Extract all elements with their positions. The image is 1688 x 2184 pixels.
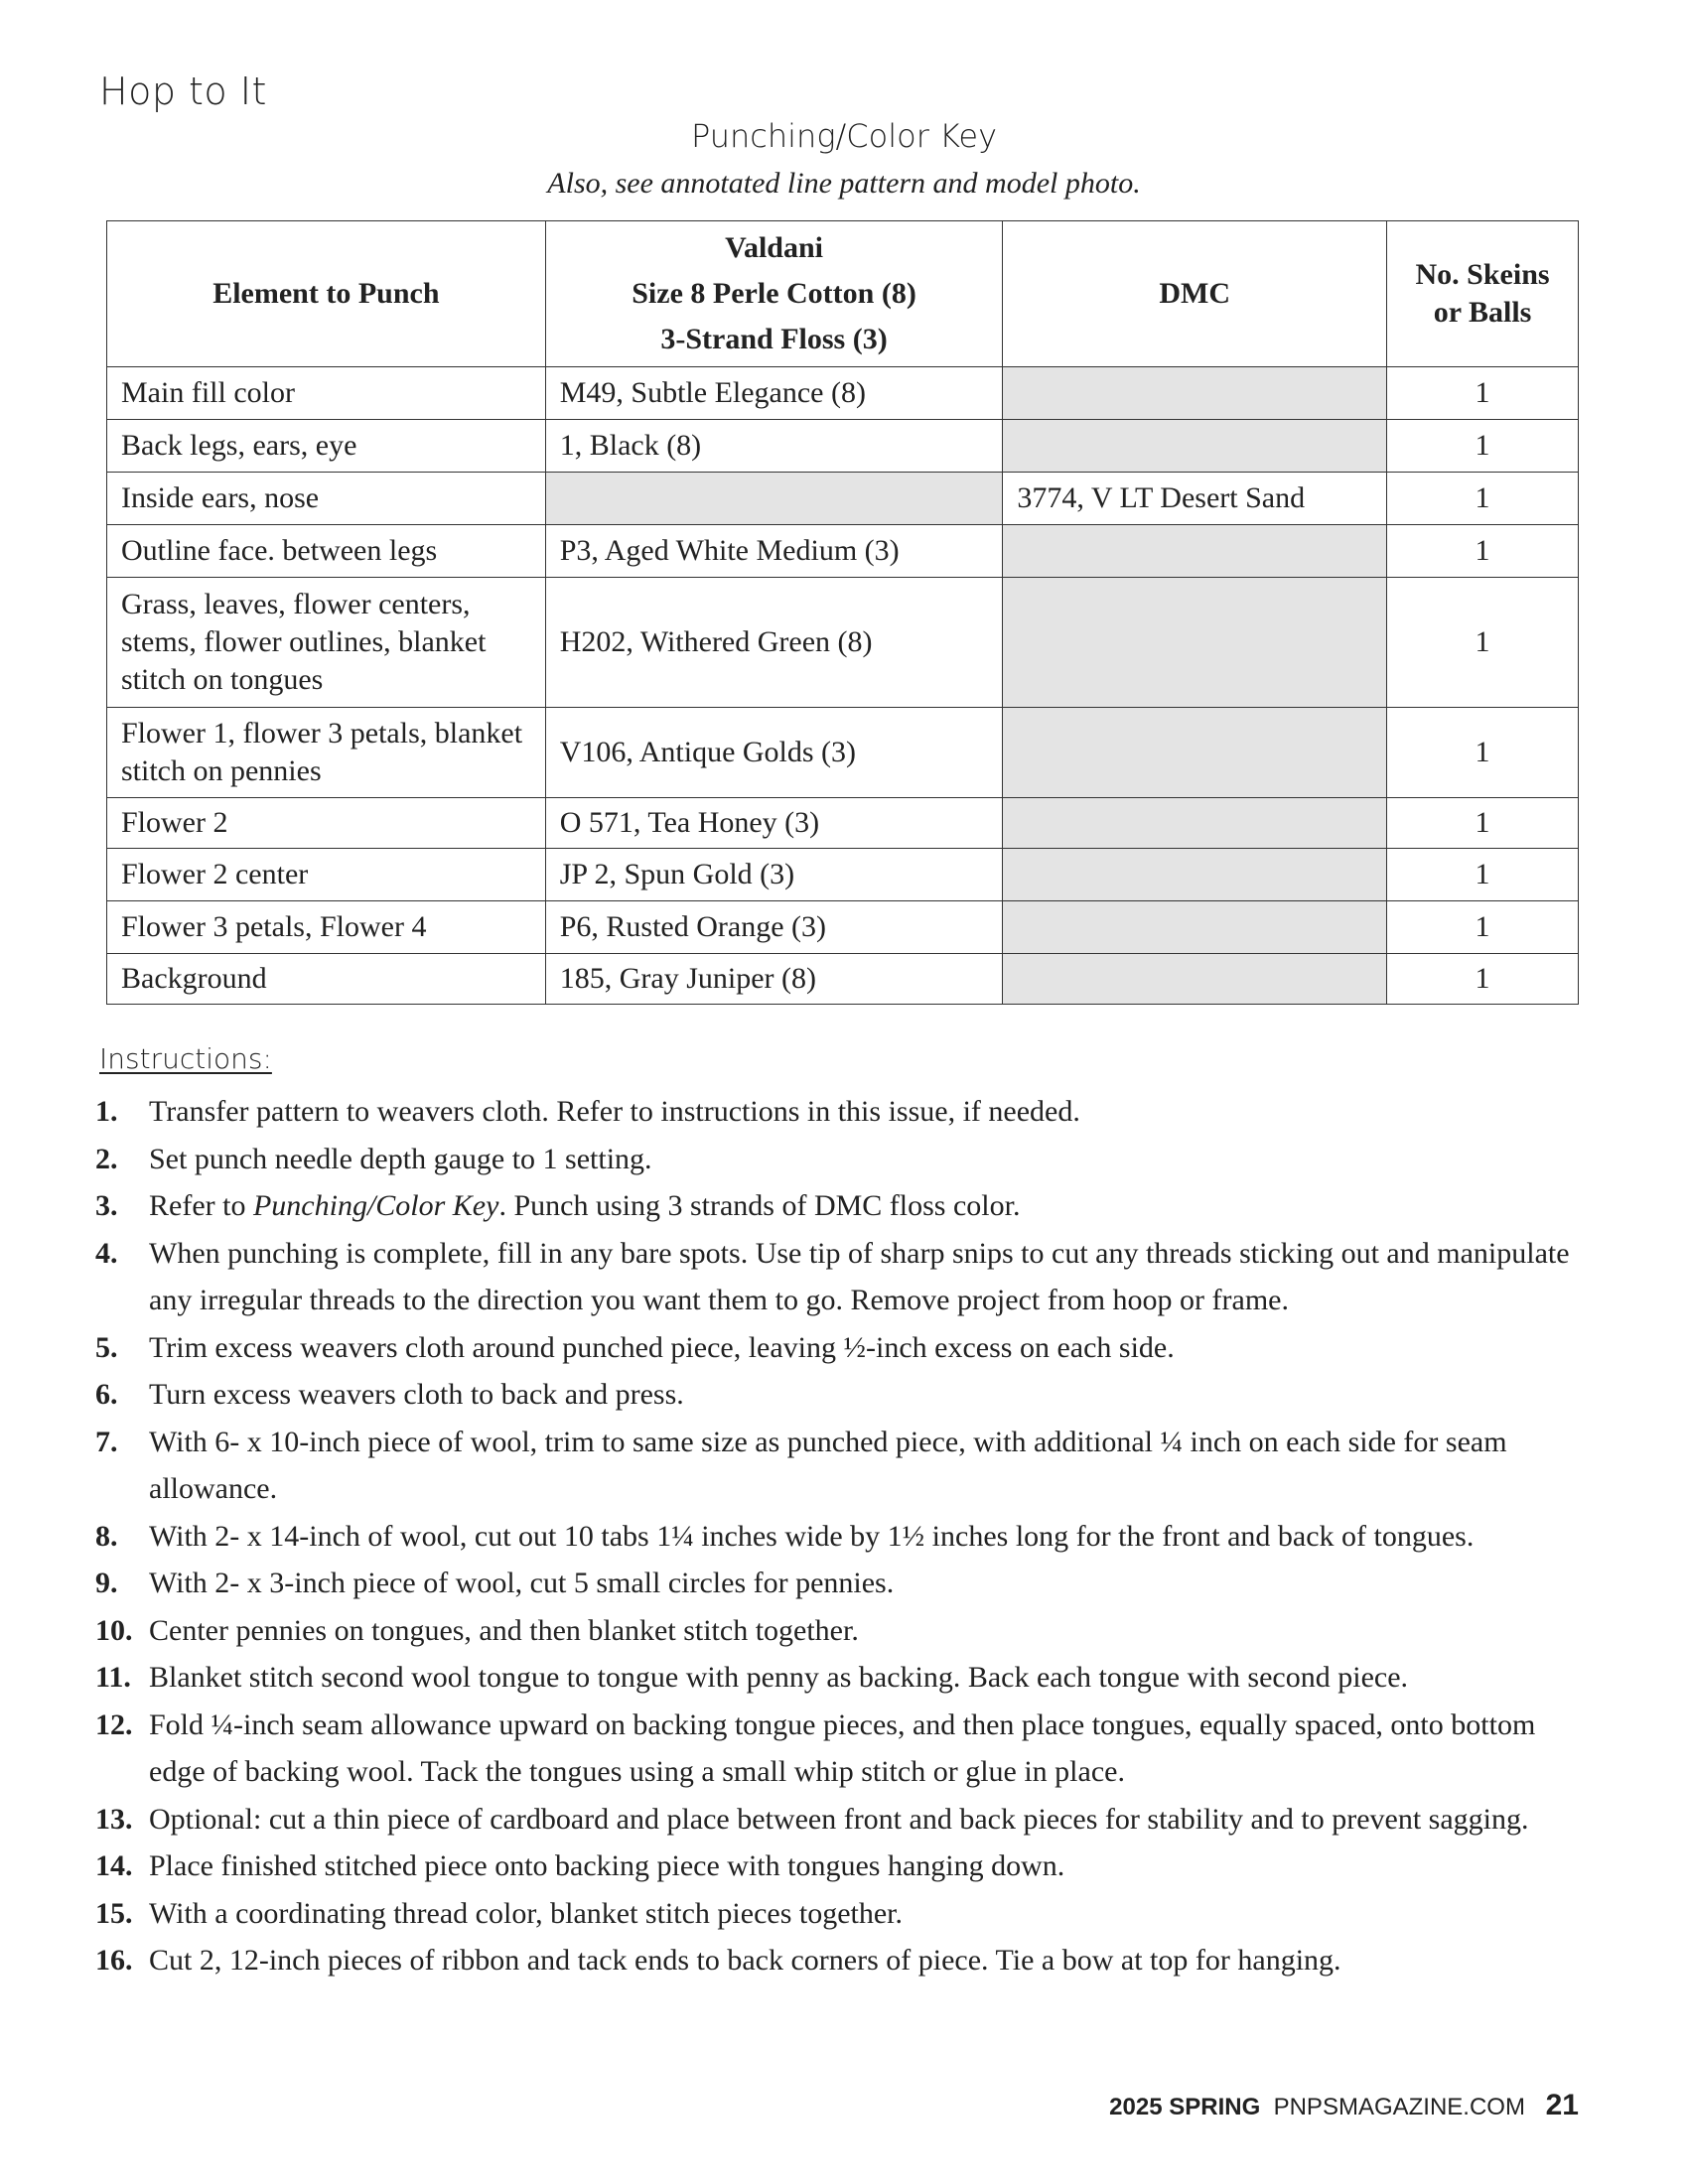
element-cell: Background — [107, 954, 546, 1005]
header-dmc: DMC — [1003, 221, 1387, 367]
skeins-cell: 1 — [1387, 798, 1579, 849]
skeins-cell: 1 — [1387, 473, 1579, 525]
color-key-table — [106, 220, 1579, 1005]
element-cell: Flower 2 center — [107, 849, 546, 901]
instruction-step — [95, 1796, 1585, 1843]
step-text: With 2- x 3-inch piece of wool, cut 5 small circles for pennies. — [149, 1567, 895, 1599]
instruction-step — [95, 1136, 1585, 1183]
step-number: 2. — [95, 1142, 118, 1175]
dmc-cell — [1003, 954, 1387, 1005]
key-subtitle: Also, see annotated line pattern and model photo. — [547, 167, 1141, 200]
skeins-cell: 1 — [1387, 578, 1579, 708]
step-text: When punching is complete, fill in any bare spots. Use tip of sharp snips to cut any threads sticking out and manipulate any irregular threads to the direction you want them to go. Remove project from hoop or frame. — [149, 1236, 1570, 1316]
step-number: 16. — [95, 1944, 133, 1977]
step-text: Set punch needle depth gauge to 1 setting. — [149, 1142, 652, 1175]
instruction-step — [95, 1088, 1585, 1136]
step-number: 7. — [95, 1425, 118, 1458]
valdani-cell: O 571, Tea Honey (3) — [545, 798, 1003, 849]
skeins-cell: 1 — [1387, 954, 1579, 1005]
step-number: 6. — [95, 1378, 118, 1411]
valdani-cell: 1, Black (8) — [545, 420, 1003, 473]
step-text: Cut 2, 12-inch pieces of ribbon and tack ends to back corners of piece. Tie a bow at top for hanging. — [149, 1944, 1341, 1977]
page-number: 21 — [1545, 2089, 1579, 2121]
step-number: 15. — [95, 1896, 133, 1930]
element-cell: Flower 2 — [107, 798, 546, 849]
dmc-cell — [1003, 578, 1387, 708]
step-text: Center pennies on tongues, and then blanket stitch together. — [149, 1613, 859, 1647]
table-row — [107, 367, 1579, 420]
dmc-cell — [1003, 420, 1387, 473]
dmc-cell — [1003, 525, 1387, 578]
skeins-cell: 1 — [1387, 901, 1579, 954]
skeins-cell: 1 — [1387, 849, 1579, 901]
valdani-cell: H202, Withered Green (8) — [545, 578, 1003, 708]
valdani-cell: P3, Aged White Medium (3) — [545, 525, 1003, 578]
step-number: 4. — [95, 1236, 118, 1270]
instruction-step — [95, 1419, 1585, 1513]
step-number: 13. — [95, 1802, 133, 1836]
table-row — [107, 901, 1579, 954]
skeins-cell: 1 — [1387, 708, 1579, 798]
valdani-cell — [545, 473, 1003, 525]
step-text: Refer to Punching/Color Key. Punch using 3 strands of DMC floss color. — [149, 1189, 1021, 1222]
header-valdani: Valdani Size 8 Perle Cotton (8) 3-Strand Floss (3) — [545, 221, 1003, 367]
skeins-cell: 1 — [1387, 420, 1579, 473]
instruction-step — [95, 1607, 1585, 1655]
step-text: Trim excess weavers cloth around punched piece, leaving ½-inch excess on each side. — [149, 1330, 1175, 1364]
dmc-cell — [1003, 708, 1387, 798]
step-number: 14. — [95, 1849, 133, 1882]
header-element: Element to Punch — [107, 221, 546, 367]
step-text: Blanket stitch second wool tongue to tongue with penny as backing. Back each tongue with second piece. — [149, 1661, 1409, 1694]
instruction-step — [95, 1560, 1585, 1607]
valdani-cell: V106, Antique Golds (3) — [545, 708, 1003, 798]
step-number: 12. — [95, 1707, 133, 1741]
instruction-step — [95, 1513, 1585, 1561]
element-cell: Outline face. between legs — [107, 525, 546, 578]
instruction-step — [95, 1230, 1585, 1324]
step-number: 11. — [95, 1661, 131, 1694]
dmc-cell: 3774, V LT Desert Sand — [1003, 473, 1387, 525]
table-row — [107, 798, 1579, 849]
step-number: 8. — [95, 1519, 118, 1553]
instruction-step — [95, 1702, 1585, 1796]
table-row — [107, 849, 1579, 901]
table-row — [107, 578, 1579, 708]
dmc-cell — [1003, 367, 1387, 420]
instruction-step — [95, 1890, 1585, 1938]
table-row — [107, 473, 1579, 525]
skeins-cell: 1 — [1387, 525, 1579, 578]
step-number: 9. — [95, 1567, 118, 1599]
page-footer — [1109, 2089, 1579, 2122]
instruction-step — [95, 1937, 1585, 1984]
pattern-title: Hop to It — [99, 69, 267, 113]
step-text: Optional: cut a thin piece of cardboard and place between front and back pieces for stability and to prevent sagging. — [149, 1802, 1529, 1836]
step-text: With 6- x 10-inch piece of wool, trim to same size as punched piece, with additional ¼ inch on each side for seam allowance. — [149, 1425, 1507, 1505]
step-text: Fold ¼-inch seam allowance upward on backing tongue pieces, and then place tongues, equally spaced, onto bottom edge of backing wool. Tack the tongues using a small whip stitch or glue in place. — [149, 1707, 1536, 1788]
valdani-cell: 185, Gray Juniper (8) — [545, 954, 1003, 1005]
element-cell: Grass, leaves, flower centers, stems, flower outlines, blanket stitch on tongues — [107, 578, 546, 708]
step-text: Place finished stitched piece onto backing piece with tongues hanging down. — [149, 1849, 1065, 1882]
instructions-heading: Instructions: — [99, 1042, 272, 1075]
table-row — [107, 708, 1579, 798]
header-skeins: No. Skeins or Balls — [1387, 221, 1579, 367]
element-cell: Inside ears, nose — [107, 473, 546, 525]
dmc-cell — [1003, 849, 1387, 901]
dmc-cell — [1003, 901, 1387, 954]
element-cell: Main fill color — [107, 367, 546, 420]
instruction-step — [95, 1371, 1585, 1419]
footer-issue: 2025 SPRING — [1109, 2094, 1261, 2120]
valdani-cell: JP 2, Spun Gold (3) — [545, 849, 1003, 901]
element-cell: Flower 1, flower 3 petals, blanket stitch on pennies — [107, 708, 546, 798]
step-text: Transfer pattern to weavers cloth. Refer to instructions in this issue, if needed. — [149, 1095, 1080, 1128]
step-text: With 2- x 14-inch of wool, cut out 10 tabs 1¼ inches wide by 1½ inches long for the front and back of tongues. — [149, 1519, 1475, 1553]
instructions-list — [95, 1088, 1585, 1984]
table-row — [107, 420, 1579, 473]
valdani-cell: P6, Rusted Orange (3) — [545, 901, 1003, 954]
step-number: 3. — [95, 1189, 118, 1222]
instruction-step — [95, 1843, 1585, 1890]
element-cell: Flower 3 petals, Flower 4 — [107, 901, 546, 954]
step-number: 5. — [95, 1330, 118, 1364]
instruction-step — [95, 1324, 1585, 1372]
step-number: 10. — [95, 1613, 133, 1647]
step-text: Turn excess weavers cloth to back and press. — [149, 1378, 684, 1411]
instruction-step — [95, 1654, 1585, 1702]
step-text: With a coordinating thread color, blanket stitch pieces together. — [149, 1896, 904, 1930]
key-title: Punching/Color Key — [690, 117, 998, 155]
step-number: 1. — [95, 1095, 118, 1128]
skeins-cell: 1 — [1387, 367, 1579, 420]
footer-site: PNPSMAGAZINE.COM — [1273, 2094, 1525, 2120]
table-row — [107, 954, 1579, 1005]
element-cell: Back legs, ears, eye — [107, 420, 546, 473]
table-row — [107, 525, 1579, 578]
instruction-step — [95, 1182, 1585, 1230]
dmc-cell — [1003, 798, 1387, 849]
valdani-cell: M49, Subtle Elegance (8) — [545, 367, 1003, 420]
